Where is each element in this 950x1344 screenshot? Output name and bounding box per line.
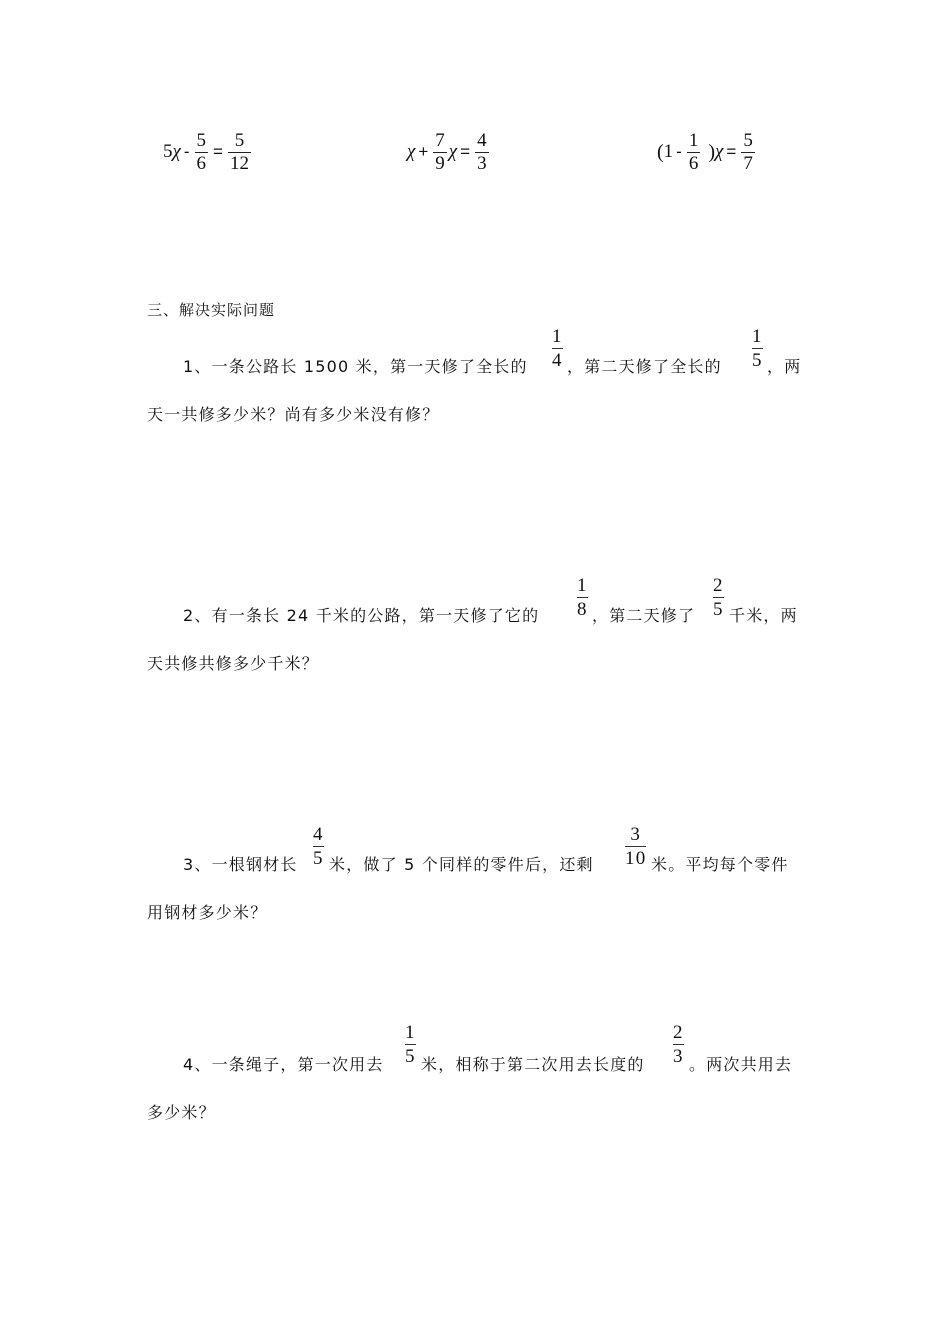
problem-4-fraction-2 (673, 1022, 684, 1067)
eq1-f2-denominator: 12 (229, 152, 249, 174)
eq2-fraction-2 (475, 131, 489, 174)
problem-2-text-line2: 天共修共修多少千米？ (147, 654, 320, 673)
problem-3-fraction-1 (313, 824, 324, 869)
problem-1-f1-numerator: 1 (552, 326, 563, 347)
problem-1 (147, 326, 807, 426)
equation-2 (407, 128, 491, 176)
problem-1-fraction-2 (752, 326, 763, 371)
eq3-open-paren: ( (657, 140, 664, 163)
problem-3-f2-denominator: 10 (625, 848, 647, 869)
eq3-f2-denominator: 7 (743, 152, 753, 174)
problem-2-f2-numerator: 2 (713, 575, 724, 596)
eq3-var: χ (715, 141, 724, 162)
eq2-f1-denominator: 9 (435, 152, 445, 174)
eq3-fraction-2 (741, 131, 755, 174)
fraction-bar (313, 846, 324, 847)
eq2-equals: = (460, 142, 471, 161)
eq1-fraction-1 (195, 131, 209, 174)
problem-3-text-b: 米，做了 5 个同样的零件后，还剩 (329, 855, 594, 874)
problem-3-f1-numerator: 4 (313, 824, 324, 845)
eq3-f1-numerator: 1 (688, 129, 699, 151)
problem-2 (147, 575, 807, 675)
section-title: 三、解决实际问题 (147, 301, 276, 319)
eq2-var: χ (407, 141, 416, 162)
problem-3-f2-numerator: 3 (630, 824, 642, 845)
problem-3-fraction-2 (625, 824, 646, 869)
problem-3-text-line2: 用钢材多少米？ (147, 903, 268, 922)
problem-1-text-c: ，两 (767, 357, 802, 376)
problem-1-fraction-1 (552, 326, 563, 371)
eq1-equals: = (213, 142, 223, 161)
problem-4-text-line2: 多少米？ (147, 1103, 216, 1122)
eq3-minus: - (676, 142, 682, 161)
eq2-f2-numerator: 4 (477, 129, 487, 151)
eq3-equals: = (726, 142, 737, 161)
eq1-var: χ (172, 141, 181, 162)
fraction-bar (713, 597, 724, 598)
problem-4-f2-numerator: 2 (673, 1022, 684, 1043)
eq3-f2-numerator: 5 (743, 129, 753, 151)
fraction-bar (673, 1044, 684, 1045)
problem-1-text-b: ，第二天修了全长的 (567, 357, 722, 376)
problem-1-f2-denominator: 5 (752, 350, 763, 371)
problem-4 (147, 1022, 807, 1122)
problem-4-fraction-1 (405, 1022, 416, 1067)
problem-2-text-b: ，第二天修了 (592, 606, 696, 625)
eq3-fraction-1 (687, 131, 701, 174)
equation-3 (657, 128, 757, 176)
problem-3-f1-denominator: 5 (313, 848, 324, 869)
equation-1 (163, 128, 253, 176)
eq3-close-paren: ) (708, 140, 716, 163)
eq3-one: 1 (663, 141, 674, 162)
eq1-f1-numerator: 5 (196, 129, 207, 151)
problem-3-text-a: 3、一根钢材长 (183, 855, 298, 874)
problem-3-text-c: 米。平均每个零件 (651, 855, 789, 874)
problem-1-f1-denominator: 4 (552, 350, 563, 371)
eq1-coef: 5 (163, 141, 173, 162)
eq1-f2-numerator: 5 (234, 129, 245, 151)
problem-4-text-a: 4、一条绳子，第一次用去 (183, 1055, 384, 1074)
eq2-var-2: χ (448, 141, 458, 162)
problem-4-text-c: 。两次共用去 (689, 1055, 793, 1074)
problem-1-text-a: 1、一条公路长 1500 米，第一天修了全长的 (183, 357, 528, 376)
problem-4-f1-denominator: 5 (405, 1046, 416, 1067)
eq2-plus: + (418, 142, 429, 161)
eq2-f2-denominator: 3 (477, 152, 487, 174)
problem-3 (147, 824, 807, 924)
eq2-f1-numerator: 7 (435, 129, 445, 151)
fraction-bar (552, 348, 563, 349)
problem-2-fraction-1 (577, 575, 588, 620)
fraction-bar (625, 846, 646, 847)
eq1-f1-denominator: 6 (196, 152, 207, 174)
eq2-fraction-1 (433, 131, 447, 174)
eq3-f1-denominator: 6 (688, 152, 699, 174)
problem-4-text-b: 米，相称于第二次用去长度的 (421, 1055, 645, 1074)
eq1-fraction-2 (228, 131, 251, 174)
fraction-bar (405, 1044, 416, 1045)
fraction-bar (752, 348, 763, 349)
problem-4-f2-denominator: 3 (673, 1046, 684, 1067)
fraction-bar (577, 597, 588, 598)
problem-2-text-c: 千米，两 (729, 606, 798, 625)
problem-1-text-line2: 天一共修多少米？尚有多少米没有修？ (147, 405, 440, 424)
problem-2-f1-denominator: 8 (577, 599, 588, 620)
problem-2-fraction-2 (713, 575, 724, 620)
problem-2-f2-denominator: 5 (713, 599, 724, 620)
problem-4-f1-numerator: 1 (405, 1022, 416, 1043)
eq1-minus: - (183, 142, 190, 161)
problem-2-text-a: 2、有一条长 24 千米的公路，第一天修了它的 (183, 606, 540, 625)
problem-2-f1-numerator: 1 (577, 575, 588, 596)
problem-1-f2-numerator: 1 (752, 326, 763, 347)
